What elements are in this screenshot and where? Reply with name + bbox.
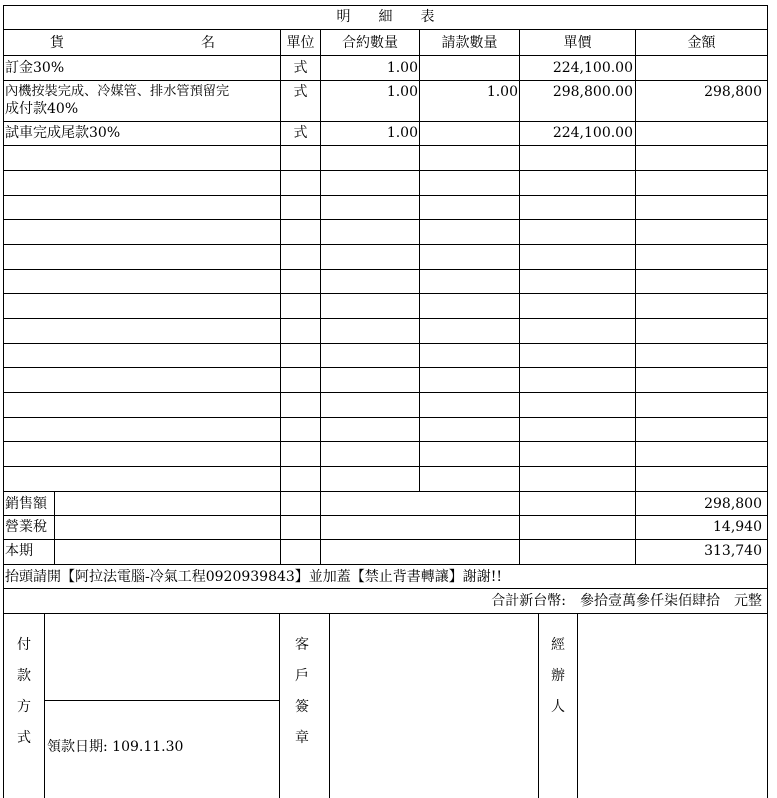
row2-contract-qty: 1.00 bbox=[386, 84, 418, 100]
header-unit: 單位 bbox=[286, 35, 315, 51]
row1-unit-price: 224,100.00 bbox=[552, 60, 633, 76]
line-empty bbox=[3, 441, 768, 442]
row3-name: 試車完成尾款30% bbox=[5, 125, 121, 141]
summary-line-a bbox=[280, 491, 281, 565]
row2-unit-price: 298,800.00 bbox=[552, 84, 633, 100]
row3-unit: 式 bbox=[293, 125, 308, 141]
handler-char: 人 bbox=[551, 699, 565, 715]
line-empty bbox=[3, 195, 768, 196]
customer-char: 戶 bbox=[295, 668, 309, 684]
row1-unit: 式 bbox=[293, 60, 308, 76]
line-row3 bbox=[3, 145, 768, 146]
line-sales bbox=[3, 515, 768, 516]
payment-char: 方 bbox=[17, 699, 31, 715]
line-empty bbox=[3, 244, 768, 245]
line-words bbox=[3, 613, 768, 614]
summary-line-label bbox=[54, 491, 55, 565]
line-empty bbox=[3, 293, 768, 294]
line-empty bbox=[3, 170, 768, 171]
line-empty bbox=[3, 392, 768, 393]
line-empty bbox=[3, 269, 768, 270]
summary-line-b bbox=[320, 491, 321, 565]
line-empty bbox=[3, 417, 768, 418]
customer-char: 章 bbox=[295, 730, 309, 746]
line-top bbox=[3, 5, 768, 6]
tax-value: 14,940 bbox=[713, 519, 762, 535]
line-row1 bbox=[3, 80, 768, 81]
header-amount: 金額 bbox=[687, 35, 716, 51]
border-right bbox=[767, 5, 768, 798]
line-row2 bbox=[3, 121, 768, 122]
total-label: 本期 bbox=[5, 543, 33, 559]
header-contract-qty: 合約數量 bbox=[342, 35, 398, 51]
line-total bbox=[3, 564, 768, 565]
footer-line-3 bbox=[329, 613, 330, 798]
line-empty bbox=[3, 219, 768, 220]
header-unit-price: 單價 bbox=[563, 35, 592, 51]
footer-line-2 bbox=[279, 613, 280, 798]
receipt-date: 領款日期: 109.11.30 bbox=[47, 739, 184, 755]
payment-char: 付 bbox=[17, 637, 31, 653]
line-date-top bbox=[44, 700, 279, 701]
sales-label: 銷售額 bbox=[5, 496, 47, 512]
border-left bbox=[3, 5, 4, 798]
footer-line-4 bbox=[538, 613, 539, 798]
customer-sign-label bbox=[292, 630, 312, 754]
customer-char: 簽 bbox=[295, 699, 309, 715]
header-goods-a: 貨 bbox=[50, 35, 64, 51]
payment-char: 款 bbox=[17, 668, 31, 684]
summary-line-c bbox=[519, 491, 520, 565]
payment-method-label bbox=[14, 630, 34, 754]
line-header-bottom bbox=[3, 55, 768, 56]
line-empty bbox=[3, 318, 768, 319]
invoice-note: 抬頭請開【阿拉法電腦-冷氣工程0920939843】並加蓋【禁止背書轉讓】謝謝!! bbox=[5, 569, 503, 585]
handler-label bbox=[548, 630, 568, 723]
handler-char: 經 bbox=[551, 637, 565, 653]
payment-char: 式 bbox=[17, 730, 31, 746]
tax-label: 營業稅 bbox=[5, 519, 47, 535]
row2-unit: 式 bbox=[293, 84, 308, 100]
customer-char: 客 bbox=[295, 637, 309, 653]
row2-amount: 298,800 bbox=[704, 84, 762, 100]
line-note bbox=[3, 588, 768, 589]
sales-value: 298,800 bbox=[704, 496, 762, 512]
row3-unit-price: 224,100.00 bbox=[552, 125, 633, 141]
line-items-bottom bbox=[3, 491, 768, 492]
row1-name: 訂金30% bbox=[5, 60, 65, 76]
row3-contract-qty: 1.00 bbox=[386, 125, 418, 141]
handler-char: 辦 bbox=[551, 668, 565, 684]
line-empty bbox=[3, 367, 768, 368]
header-goods-b: 名 bbox=[201, 35, 215, 51]
line-empty bbox=[3, 466, 768, 467]
row2-name-line2: 成付款40% bbox=[5, 101, 79, 117]
header-billing-qty: 請款數量 bbox=[441, 35, 498, 51]
row1-contract-qty: 1.00 bbox=[386, 60, 418, 76]
line-title-bottom bbox=[3, 29, 768, 30]
total-value: 313,740 bbox=[704, 543, 762, 559]
table-title: 明 細 表 bbox=[336, 9, 435, 25]
line-empty bbox=[3, 343, 768, 344]
line-tax bbox=[3, 539, 768, 540]
footer-line-5 bbox=[577, 613, 578, 798]
row2-billing-qty: 1.00 bbox=[486, 84, 518, 100]
footer-line-1 bbox=[44, 613, 45, 798]
total-in-words: 合計新台幣: 參拾壹萬參仟柒佰肆拾 元整 bbox=[491, 593, 762, 609]
row2-name-line1: 內機按裝完成、冷媒管、排水管預留完 bbox=[5, 84, 230, 99]
